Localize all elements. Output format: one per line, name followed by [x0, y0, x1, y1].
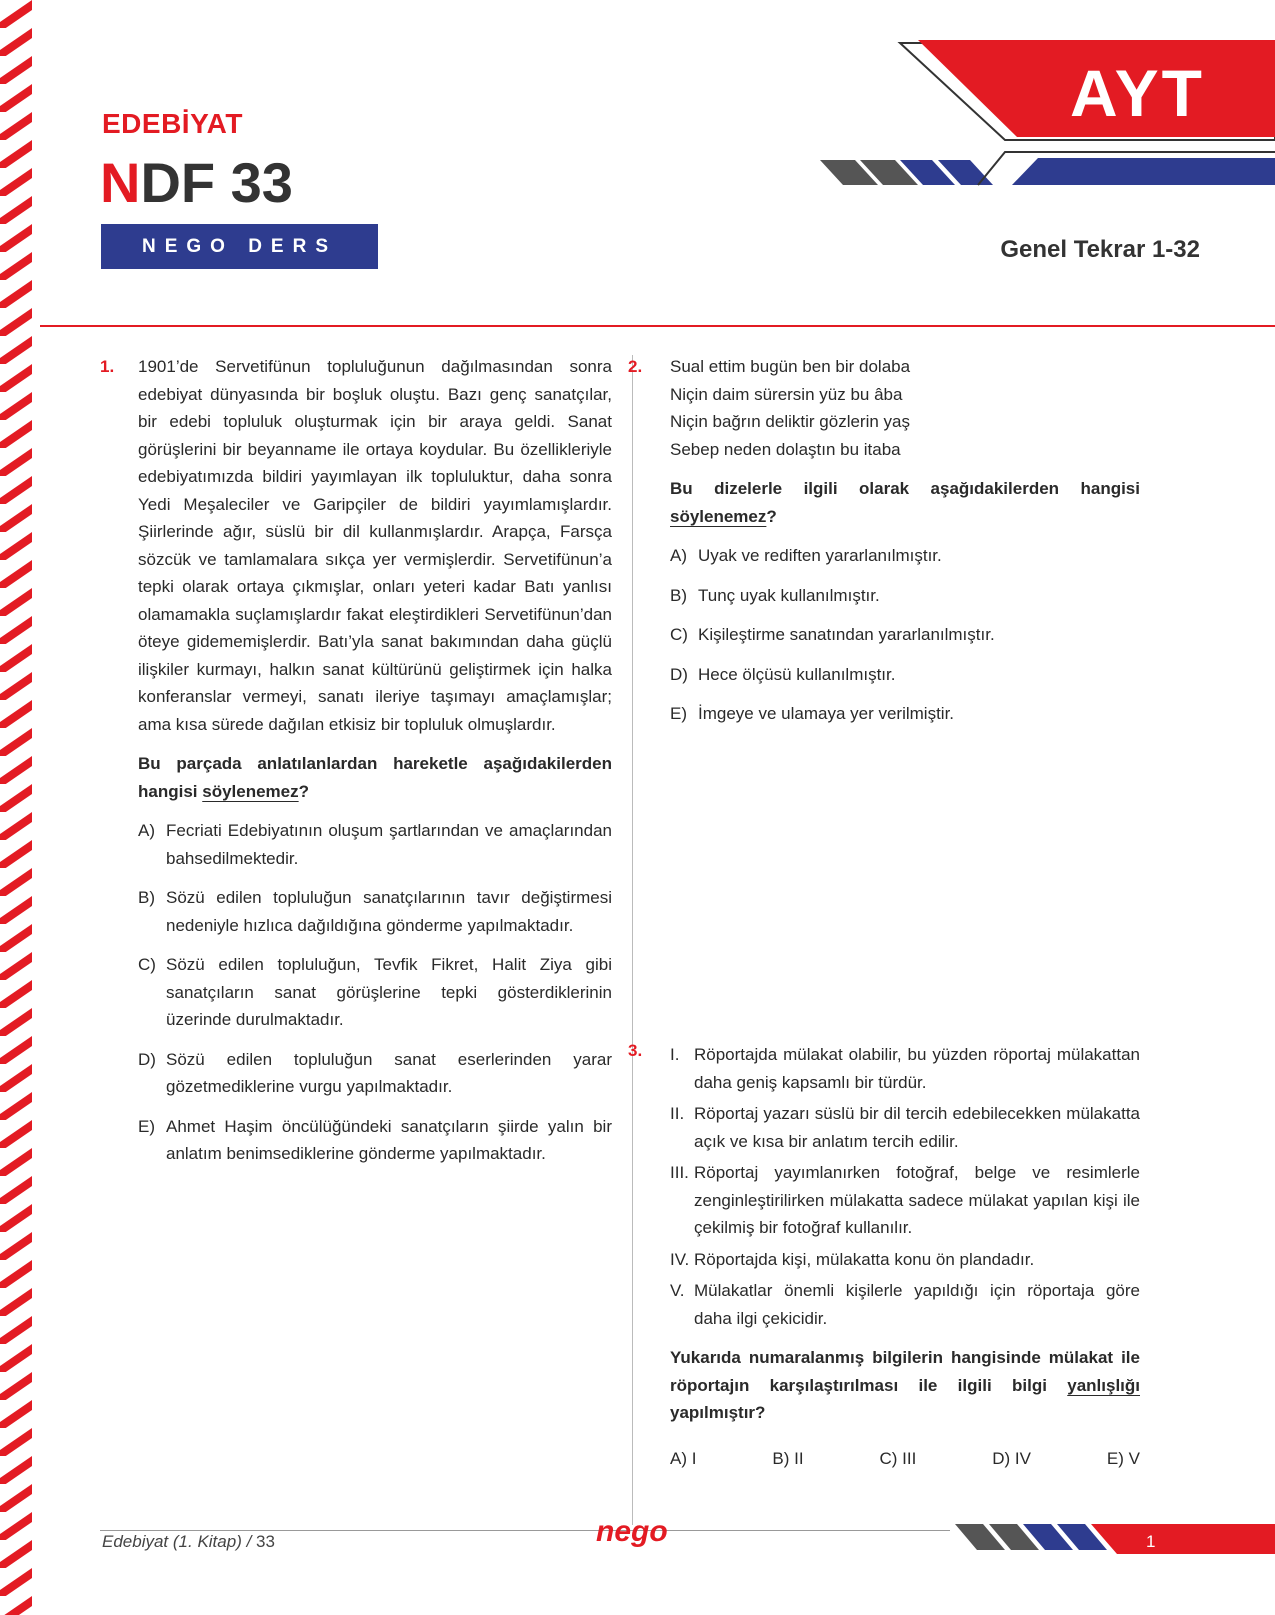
option: [138, 1113, 612, 1168]
option-text: Hece ölçüsü kullanılmıştır.: [698, 664, 896, 684]
document-code: [100, 150, 293, 215]
footer-graphic: [955, 1522, 1275, 1562]
option-text: Fecriati Edebiyatının oluşum şartlarından ve amaçlarından bahsedilmektedir.: [166, 821, 612, 868]
statement: [670, 1100, 1140, 1155]
statement-text: Röportaj yazarı süslü bir dil tercih edebilecekken mülakatta açık ve kısa bir anlatım tercih edilir.: [694, 1104, 1140, 1151]
statement-label: IV.: [670, 1249, 690, 1269]
statement-label: III.: [670, 1163, 689, 1182]
series-badge: NEGO DERS FÖYÜ: [101, 224, 378, 269]
question-3: [628, 1037, 1140, 1472]
option-label: D): [138, 1049, 156, 1069]
question-stem: Yukarıda numaralanmış bilgilerin hangisinde mülakat ile röportajın karşılaştırılması ile ilgili bilgi yanlışlığı yapılmıştır?: [670, 1348, 1140, 1422]
statement-label: I.: [670, 1045, 680, 1064]
verse-line: Sual ettim bugün ben bir dolaba: [670, 357, 911, 376]
header-graphic: [820, 40, 1275, 190]
option-text: Tunç uyak kullanılmıştır.: [698, 585, 880, 605]
option-label: E): [138, 1116, 155, 1136]
options-list: [670, 542, 1140, 728]
verse-line: Niçin daim sürersin yüz bu âba: [670, 384, 903, 404]
option-text: Sözü edilen topluluğun sanatçılarının tavır değiştirmesi nedeniyle hızlıca dağıldığına gönderme yapılmaktadır.: [166, 888, 612, 935]
statement: [670, 1041, 1140, 1096]
option: [670, 621, 1140, 649]
verse-line: Niçin bağrın deliktir gözlerin yaş: [670, 412, 910, 431]
page-number: 1: [1146, 1532, 1156, 1551]
answer-option: D) IV: [992, 1448, 1031, 1468]
options-list: [138, 817, 612, 1168]
answer-options: [670, 1445, 1140, 1473]
question-1: [100, 353, 612, 1168]
header-divider: [40, 325, 1275, 327]
option-text: İmgeye ve ulamaya yer verilmiştir.: [698, 704, 955, 723]
option-text: Kişileştirme sanatından yararlanılmıştır.: [698, 625, 995, 644]
answer-option: E) V: [1106, 1448, 1140, 1468]
option-label: A): [138, 821, 155, 840]
option: [670, 582, 1140, 610]
option-label: A): [670, 546, 687, 565]
option: [138, 817, 612, 872]
question-stem: Bu dizelerle ilgili olarak aşağıdakilerden hangisi söylenemez?: [670, 479, 1140, 526]
verses: [670, 353, 1140, 463]
option: [670, 700, 1140, 728]
question-number: 2.: [628, 357, 643, 376]
statements-list: [670, 1041, 1140, 1332]
exam-label: AYT: [1070, 56, 1205, 130]
striped-border: [0, 0, 32, 1615]
statement: [670, 1159, 1140, 1242]
option-text: Uyak ve rediften yararlanılmıştır.: [698, 546, 942, 565]
option-text: Ahmet Haşim öncülüğündeki sanatçıların şiirde yalın bir anlatım benimsediklerine gönderme yapılmaktadır.: [166, 1116, 612, 1163]
option-label: D): [670, 664, 688, 684]
option: [138, 884, 612, 939]
nego-logo: nego: [596, 1515, 668, 1548]
answer-option: A) I: [670, 1448, 697, 1468]
verse-line: Sebep neden dolaştın bu itaba: [670, 439, 901, 459]
statement-text: Röportajda kişi, mülakatta konu ön plandadır.: [694, 1249, 1035, 1269]
statement-text: Mülakatlar önemli kişilerle yapıldığı için röportaja göre daha ilgi çekicidir.: [694, 1281, 1140, 1328]
option: [138, 1046, 612, 1101]
question-stem: Bu parçada anlatılanlardan hareketle aşağıdakilerden hangisi söylenemez?: [138, 754, 612, 801]
question-number: 3.: [628, 1041, 643, 1060]
option-label: B): [138, 888, 155, 907]
option: [138, 951, 612, 1034]
footer-divider: [100, 1530, 950, 1531]
subject-title: EDEBİYAT: [102, 108, 243, 139]
question-paragraph: 1901’de Servetifünun topluluğunun dağılmasından sonra edebiyat dünyasında bir boşluk oluştu. Bazı genç sanatçılar, bir edebi topluluk oluşturmak için bir araya geldi. Sanat görüşlerini bir beyanname ile ortaya koydular. Bu özellikleriyle edebiyatımızda bildiri yayımlayan ilk topluluktur, daha sonra Yedi Meşaleciler ve Garipçiler de bildiri yayımlamışlardır. Şiirlerinde ağır, süslü bir dil kullanmışlardır. Arapça, Farsça sözcük ve tamlamalara sıkça yer vermişlerdir. Servetifünun’a tepki olarak ortaya çıkmışlar, onları yeteri kadar Batı yanlısı olamamakla suçlamışlardır fakat eleştirdikleri Servetifünun’dan öteye gidememişlerdir. Batı’yla sanat bakımından daha güçlü ilişkiler kurmayı, halkın sanat kültürünü geliştirmek için halka konferanslar vermeyi, sanatı ileriye taşımayı amaçlamışlar; ama kısa sürede dağılan etkisiz bir topluluk olmuşlardır.: [138, 357, 612, 734]
statement-label: II.: [670, 1104, 685, 1123]
stem-key: söylenemez: [202, 781, 299, 801]
option-label: B): [670, 585, 687, 605]
option-label: E): [670, 704, 687, 723]
question-number: 1.: [100, 357, 115, 376]
option-text: Sözü edilen topluluğun, Tevfik Fikret, Halit Ziya gibi sanatçıların sanat görüşlerine tepki gösterdiklerinin üzerinde durulmaktadır.: [166, 955, 612, 1029]
option-label: C): [138, 955, 156, 974]
option-text: Sözü edilen topluluğun sanat eserlerinden yarar gözetmediklerine vurgu yapılmaktadır.: [166, 1049, 612, 1096]
statement-text: Röportaj yayımlanırken fotoğraf, belge ve resimlerle zenginleştirilirken mülakatta sadece mülakat yapılan kişi ile çekilmiş bir fotoğraf kullanılır.: [694, 1163, 1140, 1237]
question-2: [628, 353, 1140, 728]
statement-text: Röportajda mülakat olabilir, bu yüzden röportaj mülakattan daha geniş kapsamlı bir türdür.: [694, 1045, 1140, 1092]
option: [670, 661, 1140, 689]
stem-key: söylenemez: [670, 506, 767, 526]
option: [670, 542, 1140, 570]
answer-option: B) II: [772, 1448, 804, 1468]
option-label: C): [670, 625, 688, 644]
code-initial: N: [100, 151, 141, 214]
footer-book: Edebiyat (1. Kitap) / 33: [102, 1532, 275, 1551]
statement-label: V.: [670, 1281, 685, 1300]
statement: [670, 1246, 1140, 1274]
answer-option: C) III: [879, 1448, 917, 1468]
stem-key: yanlışlığı: [1067, 1375, 1140, 1395]
topic-title: Genel Tekrar 1-32: [1000, 236, 1200, 263]
statement: [670, 1277, 1140, 1332]
code-rest: DF 33: [140, 151, 293, 214]
column-divider: [632, 355, 633, 1525]
